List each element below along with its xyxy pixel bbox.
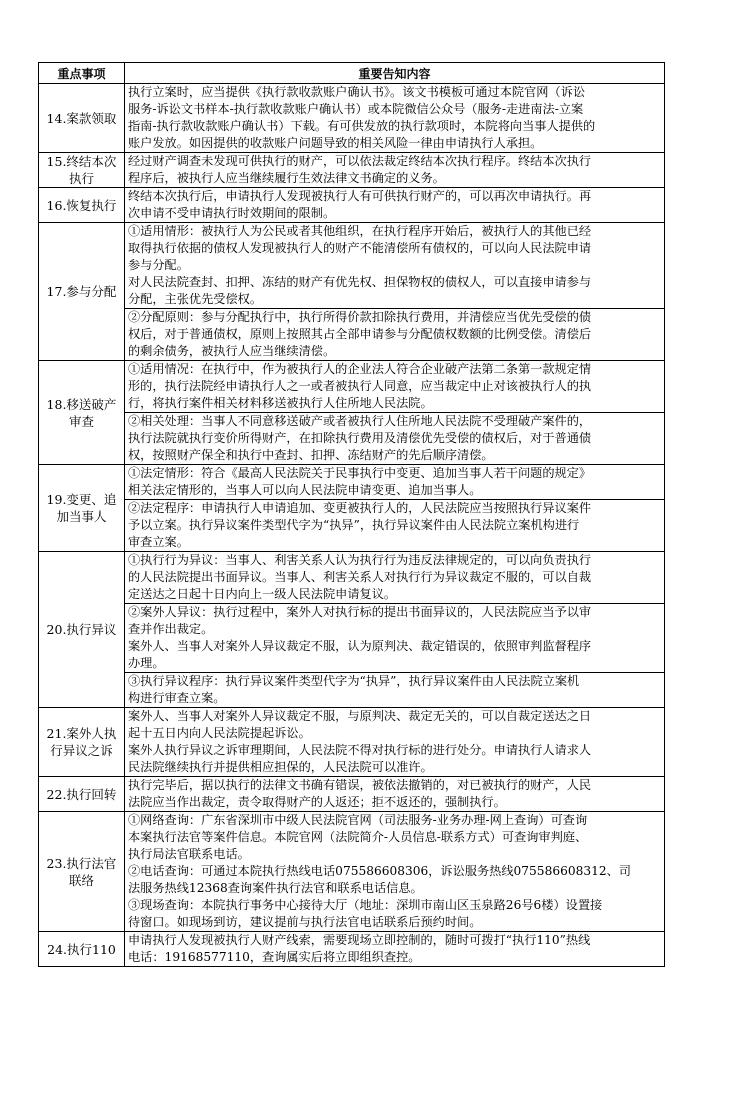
content-line: 执行立案时，应当提供《执行款收款账户确认书》。该文书模板可通过本院官网（诉讼 <box>128 85 586 99</box>
row-content-cell <box>125 465 665 500</box>
row-item-label: 23.执行法官联络 <box>39 812 125 932</box>
row-content-cell <box>125 361 665 413</box>
table-header-row <box>39 63 665 84</box>
table-row <box>39 812 665 932</box>
content-line: 待窗口。如现场到访，建议提前与执行法官电话联系后预约时间。 <box>128 915 482 929</box>
row-item-label: 24.执行110 <box>39 932 125 967</box>
row-content-cell <box>125 309 665 361</box>
content-line: ②法定程序：申请执行人申请追加、变更被执行人的，人民法院应当按照执行异议案件 <box>128 501 592 515</box>
row-item-label: 14.案款领取 <box>39 84 125 153</box>
content-line: 法院应当作出裁定，责令取得财产的人返还；拒不返还的，强制执行。 <box>128 795 506 809</box>
table-row <box>39 465 665 500</box>
table-row <box>39 188 665 223</box>
content-line: 行，将执行案件相关材料移送被执行人住所地人民法院。 <box>128 396 433 410</box>
table-row <box>39 932 665 967</box>
content-line: 分配，主张优先受偿权。 <box>128 292 263 306</box>
content-line: 相关法定情形的，当事人可以向人民法院申请变更、追加当事人。 <box>128 483 482 497</box>
row-item-label: 19.变更、追加当事人 <box>39 465 125 552</box>
content-line: ②分配原则：参与分配执行中，执行所得价款扣除执行费用，并清偿应当优先受偿的债 <box>128 310 592 324</box>
content-line: 查并作出裁定。 <box>128 622 214 636</box>
content-line: ①执行行为异议：当事人、利害关系人认为执行行为违反法律规定的，可以向负责执行 <box>128 553 592 567</box>
row-content-cell <box>125 932 665 967</box>
table-row <box>39 500 665 552</box>
content-line: 取得执行依据的债权人发现被执行人的财产不能清偿所有债权的，可以向人民法院申请 <box>128 241 592 255</box>
row-item-label: 16.恢复执行 <box>39 188 125 223</box>
content-line: ①适用情况：在执行中，作为被执行人的企业法人符合企业破产法第二条第一款规定情 <box>128 362 592 376</box>
content-line: 民法院继续执行并提供相应担保的，人民法院可以准许。 <box>128 760 433 774</box>
table-row <box>39 84 665 153</box>
content-line: 参与分配。 <box>128 258 189 272</box>
content-line: ③执行异议程序：执行异议案件类型代字为“执异”，执行异议案件由人民法院立案机 <box>128 674 580 688</box>
content-line: 形的，执行法院经申请执行人之一或者被执行人同意，应当裁定中止对该被执行人的执 <box>128 379 592 393</box>
content-line: 定送达之日起十日内向上一级人民法院申请复议。 <box>128 587 397 601</box>
content-line: 执行法院就执行变价所得财产，在扣除执行费用及清偿优先受偿的债权后，对于普通债 <box>128 431 592 445</box>
table-body <box>39 84 665 967</box>
content-line: 电话：19168577110，查询属实后将立即组织查控。 <box>128 950 421 964</box>
content-line: ②案外人异议：执行过程中，案外人对执行标的提出书面异议的，人民法院应当予以审 <box>128 605 592 619</box>
content-line: 申请执行人发现被执行人财产线索，需要现场立即控制的，随时可拨打“执行110”热线 <box>128 933 591 947</box>
content-line: 起十五日内向人民法院提起诉讼。 <box>128 726 311 740</box>
content-line: 的人民法院提出书面异议。当事人、利害关系人对执行行为异议裁定不服的，可以自裁 <box>128 570 592 584</box>
content-line: 经过财产调查未发现可供执行的财产，可以依法裁定终结本次执行程序。终结本次执行 <box>128 154 592 168</box>
content-line: ①法定情形：符合《最高人民法院关于民事执行中变更、追加当事人若干问题的规定》 <box>128 466 592 480</box>
table-row <box>39 673 665 708</box>
content-line: ②电话查询：可通过本院执行热线电话075586608306，诉讼服务热线075586608312、司 <box>128 864 631 878</box>
row-item-label: 21.案外人执行异议之诉 <box>39 708 125 777</box>
content-line: 执行完毕后，据以执行的法律文书确有错误，被依法撤销的，对已被执行的财产，人民 <box>128 778 592 792</box>
content-line: 指南-执行款收款账户确认书）下载。有可供发放的执行款项时，本院将向当事人提供的 <box>128 119 596 133</box>
content-line: 账户发放。如因提供的收款账户问题导致的相关风险一律由申请执行人承担。 <box>128 136 543 150</box>
content-line: ③现场查询：本院执行事务中心接待大厅（地址：深圳市南山区玉泉路26号6楼）设置接 <box>128 898 603 912</box>
content-line: 法服务热线12368查询案件执行法官和联系电话信息。 <box>128 881 423 895</box>
content-line: 程序后，被执行人应当继续履行生效法律文书确定的义务。 <box>128 171 445 185</box>
notice-table <box>38 62 665 967</box>
content-line: 案外人、当事人对案外人异议裁定不服，认为原判决、裁定错误的，依照审判监督程序 <box>128 639 592 653</box>
content-line: 权后，对于普通债权，原则上按照其占全部申请参与分配债权数额的比例受偿。清偿后 <box>128 327 592 341</box>
table-row <box>39 413 665 465</box>
header-item: 重点事项 <box>39 63 125 84</box>
row-content-cell <box>125 188 665 223</box>
row-content-cell <box>125 500 665 552</box>
content-line: 权，按照财产保全和执行中查封、扣押、冻结财产的先后顺序清偿。 <box>128 448 494 462</box>
row-content-cell <box>125 552 665 604</box>
header-content: 重要告知内容 <box>125 63 665 84</box>
content-line: 的剩余债务，被执行人应当继续清偿。 <box>128 344 336 358</box>
content-line: 构进行审查立案。 <box>128 691 226 705</box>
table-row <box>39 777 665 812</box>
row-content-cell <box>125 153 665 188</box>
content-line: ①网络查询：广东省深圳市中级人民法院官网（司法服务-业务办理-网上查询）可查询 <box>128 813 588 827</box>
content-line: 办理。 <box>128 656 165 670</box>
content-line: 服务-诉讼文书样本-执行款收款账户确认书）或本院微信公众号（服务-走进南法-立案 <box>128 102 584 116</box>
content-line: 案外人、当事人对案外人异议裁定不服，与原判决、裁定无关的，可以自裁定送达之日 <box>128 709 592 723</box>
row-content-cell <box>125 812 665 932</box>
content-line: ①适用情形：被执行人为公民或者其他组织，在执行程序开始后，被执行人的其他已经 <box>128 224 592 238</box>
content-line: ②相关处理：当事人不同意移送破产或者被执行人住所地人民法院不受理破产案件的， <box>128 414 592 428</box>
table-row <box>39 309 665 361</box>
content-line: 次申请不受申请执行时效期间的限制。 <box>128 206 336 220</box>
row-item-label: 22.执行回转 <box>39 777 125 812</box>
row-item-label: 15.终结本次执行 <box>39 153 125 188</box>
row-content-cell <box>125 604 665 673</box>
content-line: 终结本次执行后，申请执行人发现被执行人有可供执行财产的，可以再次申请执行。再 <box>128 189 592 203</box>
content-line: 审查立案。 <box>128 535 189 549</box>
table-row <box>39 223 665 309</box>
table-row <box>39 153 665 188</box>
row-content-cell <box>125 708 665 777</box>
table-row <box>39 708 665 777</box>
notice-table-container <box>38 62 664 967</box>
content-line: 予以立案。执行异议案件类型代字为“执异”，执行异议案件由人民法院立案机构进行 <box>128 518 580 532</box>
row-content-cell <box>125 223 665 309</box>
row-content-cell <box>125 84 665 153</box>
table-row <box>39 604 665 673</box>
row-item-label: 20.执行异议 <box>39 552 125 708</box>
row-content-cell <box>125 777 665 812</box>
table-row <box>39 552 665 604</box>
content-line: 案外人执行异议之诉审理期间，人民法院不得对执行标的进行处分。申请执行人请求人 <box>128 743 592 757</box>
row-content-cell <box>125 413 665 465</box>
content-line: 本案执行法官等案件信息。本院官网（法院简介-人员信息-联系方式）可查询审判庭、 <box>128 830 588 844</box>
content-line: 执行局法官联系电话。 <box>128 847 250 861</box>
table-row <box>39 361 665 413</box>
content-line: 对人民法院查封、扣押、冻结的财产有优先权、担保物权的债权人，可以直接申请参与 <box>128 275 592 289</box>
row-content-cell <box>125 673 665 708</box>
row-item-label: 18.移送破产审查 <box>39 361 125 465</box>
row-item-label: 17.参与分配 <box>39 223 125 361</box>
